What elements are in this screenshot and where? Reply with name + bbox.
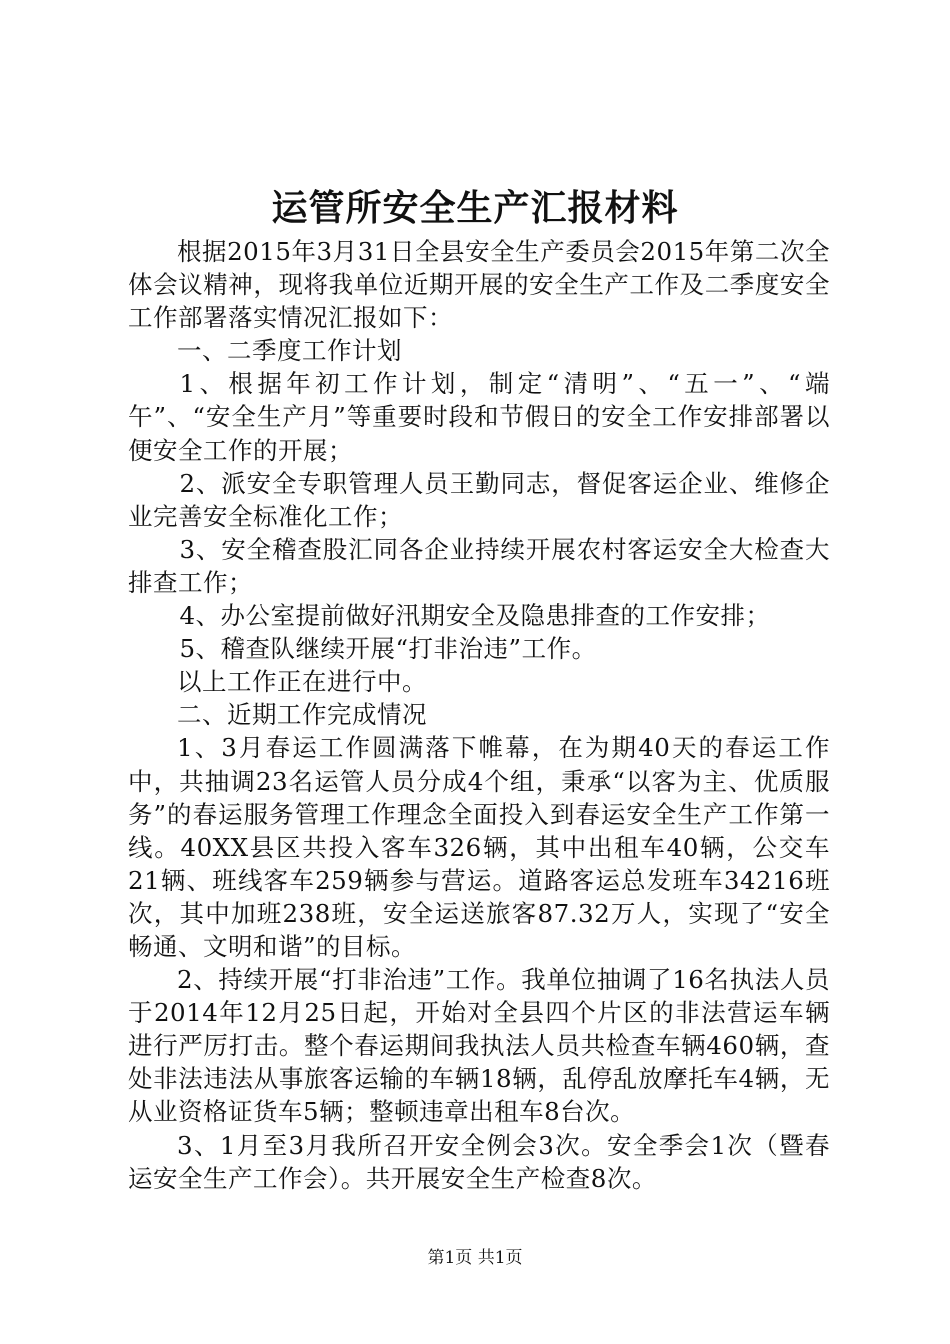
- plan-item-4: 4、办公室提前做好汛期安全及隐患排查的工作安排；: [179, 601, 771, 631]
- intro-paragraph: 根据2015年3月31日全县安全生产委员会2015年第二次全体会议精神，现将我单位近期开展的安全生产工作及二季度安全工作部署落实情况汇报如下：: [128, 237, 830, 333]
- section-heading-plan: 一、二季度工作计划: [177, 336, 402, 366]
- plan-item-5: 5、稽查队继续开展“打非治违”工作。: [179, 634, 597, 664]
- plan-item-3: 3、安全稽查股汇同各企业持续开展农村客运安全大检查大排查工作；: [128, 534, 830, 597]
- progress-item-1: 1、3月春运工作圆满落下帷幕，在为期40天的春运工作中，共抽调23名运管人员分成4个组，秉承“以客为主、优质服务”的春运服务管理工作理念全面投入到春运安全生产工作第一线。40XX县区共投入客车326辆，其中出租车40辆，公交车21辆、班线客车259辆参与营运。道路客运总发班车34216班次，其中加班238班，安全运送旅客87.32万人，实现了“安全畅通、文明和谐”的目标。: [128, 733, 830, 961]
- plan-status: 以上工作正在进行中。: [177, 667, 427, 697]
- plan-item-1: 1、根据年初工作计划，制定“清明”、“五一”、“端午”、“安全生产月”等重要时段和节假日的安全工作安排部署以便安全工作的开展；: [128, 369, 830, 465]
- page-footer: 第1页 共1页: [427, 1248, 523, 1268]
- section-heading-progress: 二、近期工作完成情况: [177, 700, 427, 730]
- document-title: 运管所安全生产汇报材料: [271, 187, 679, 229]
- progress-item-3: 3、1月至3月我所召开安全例会3次。安全季会1次（暨春运安全生产工作会）。共开展安全生产检查8次。: [128, 1130, 830, 1193]
- plan-item-2: 2、派安全专职管理人员王勤同志，督促客运企业、维修企业完善安全标准化工作；: [128, 468, 830, 531]
- progress-item-2: 2、持续开展“打非治违”工作。我单位抽调了16名执法人员于2014年12月25日起，开始对全县四个片区的非法营运车辆进行严厉打击。整个春运期间我执法人员共检查车辆460辆，查处非法违法从事旅客运输的车辆18辆，乱停乱放摩托车4辆，无从业资格证货车5辆；整顿违章出租车8台次。: [128, 965, 830, 1127]
- document-body: [128, 235, 830, 1195]
